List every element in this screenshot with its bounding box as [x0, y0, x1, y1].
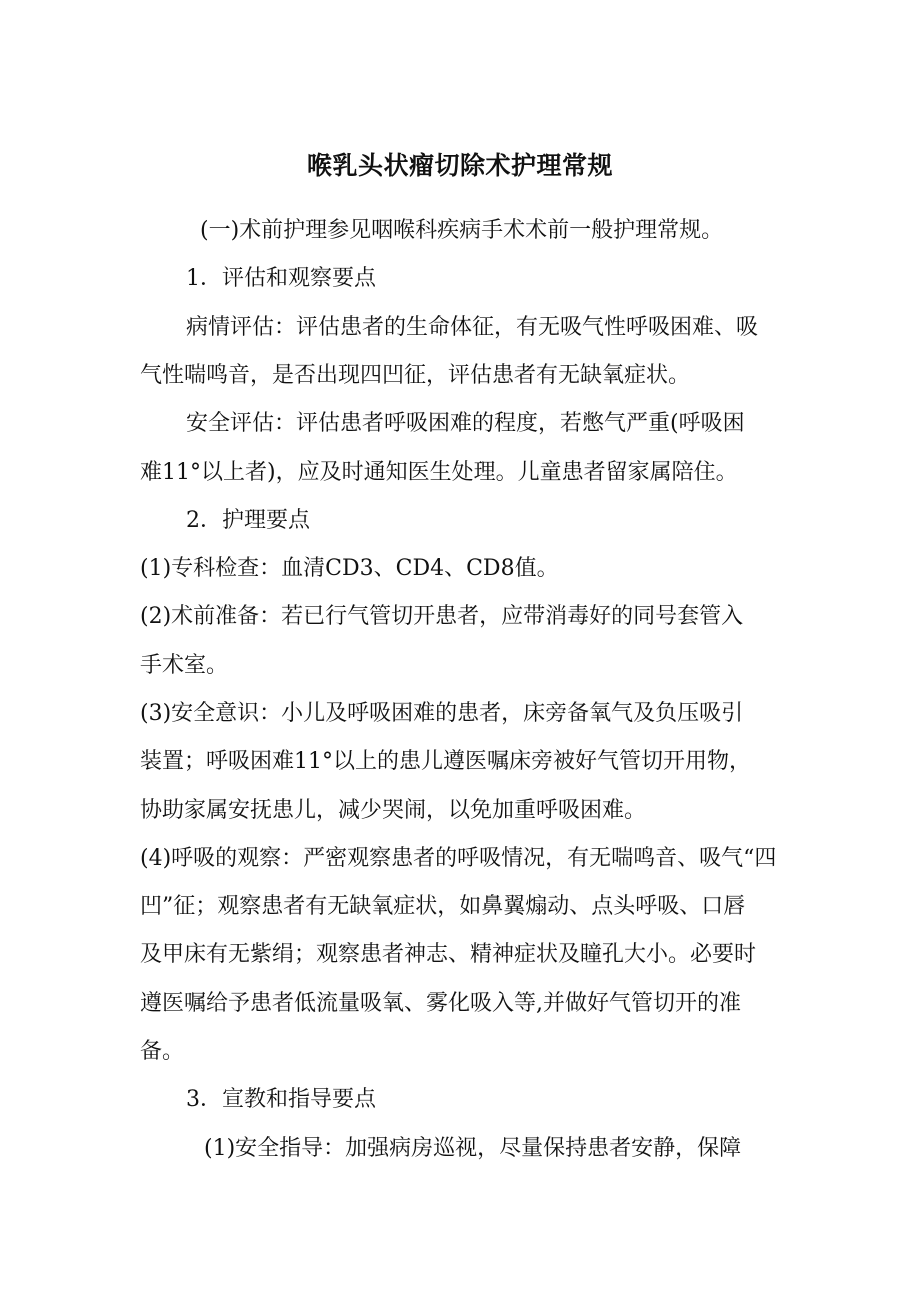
- list-item-specialty-exam: (1)专科检查：血清CD3、CD4、CD8值。: [140, 556, 559, 581]
- list-item-breathing-observation-cont: 及甲床有无紫绢；观察患者神志、精神症状及瞳孔大小。必要时: [140, 942, 757, 967]
- list-item-breathing-observation: (4)呼吸的观察：严密观察患者的呼吸情况，有无喘鸣音、吸气“四: [140, 846, 777, 871]
- list-item-breathing-observation-cont: 凹”征；观察患者有无缺氧症状，如鼻翼煽动、点头呼吸、口唇: [140, 894, 746, 919]
- paragraph-preop-reference: (一)术前护理参见咽喉科疾病手术术前一般护理常规。: [200, 218, 724, 243]
- list-item-breathing-observation-cont: 备。: [140, 1039, 185, 1064]
- list-item-breathing-observation-cont: 遵医嘱给予患者低流量吸氧、雾化吸入等,并做好气管切开的准: [140, 991, 741, 1016]
- list-item-preop-preparation: (2)术前准备：若已行气管切开患者，应带消毒好的同号套管入: [140, 604, 744, 629]
- list-item-safety-awareness-cont: 协助家属安抚患儿，减少哭闹，以免加重呼吸困难。: [140, 798, 647, 823]
- list-item-safety-awareness: (3)安全意识：小儿及呼吸困难的患者，床旁备氧气及负压吸引: [140, 701, 744, 726]
- section-heading-assessment: 1．评估和观察要点: [186, 266, 376, 291]
- paragraph-condition-assessment: 病情评估：评估患者的生命体征，有无吸气性呼吸困难、吸: [186, 315, 759, 340]
- paragraph-condition-assessment-cont: 气性喘鸣音，是否出现四凹征，评估患者有无缺氧症状。: [140, 363, 691, 388]
- paragraph-safety-assessment: 安全评估：评估患者呼吸困难的程度，若憋气严重(呼吸困: [186, 411, 745, 436]
- list-item-safety-guidance: (1)安全指导：加强病房巡视，尽量保持患者安静，保障: [204, 1136, 742, 1161]
- list-item-safety-awareness-cont: 装置；呼吸困难11°以上的患儿遵医嘱床旁被好气管切开用物，: [140, 749, 751, 774]
- paragraph-safety-assessment-cont: 难11°以上者)，应及时通知医生处理。儿童患者留家属陪住。: [140, 460, 738, 485]
- section-heading-nursing-points: 2．护理要点: [186, 508, 310, 533]
- list-item-preop-preparation-cont: 手术室。: [140, 653, 229, 678]
- document-title: 喉乳头状瘤切除术护理常规: [306, 151, 613, 180]
- section-heading-education: 3．宣教和指导要点: [186, 1087, 376, 1112]
